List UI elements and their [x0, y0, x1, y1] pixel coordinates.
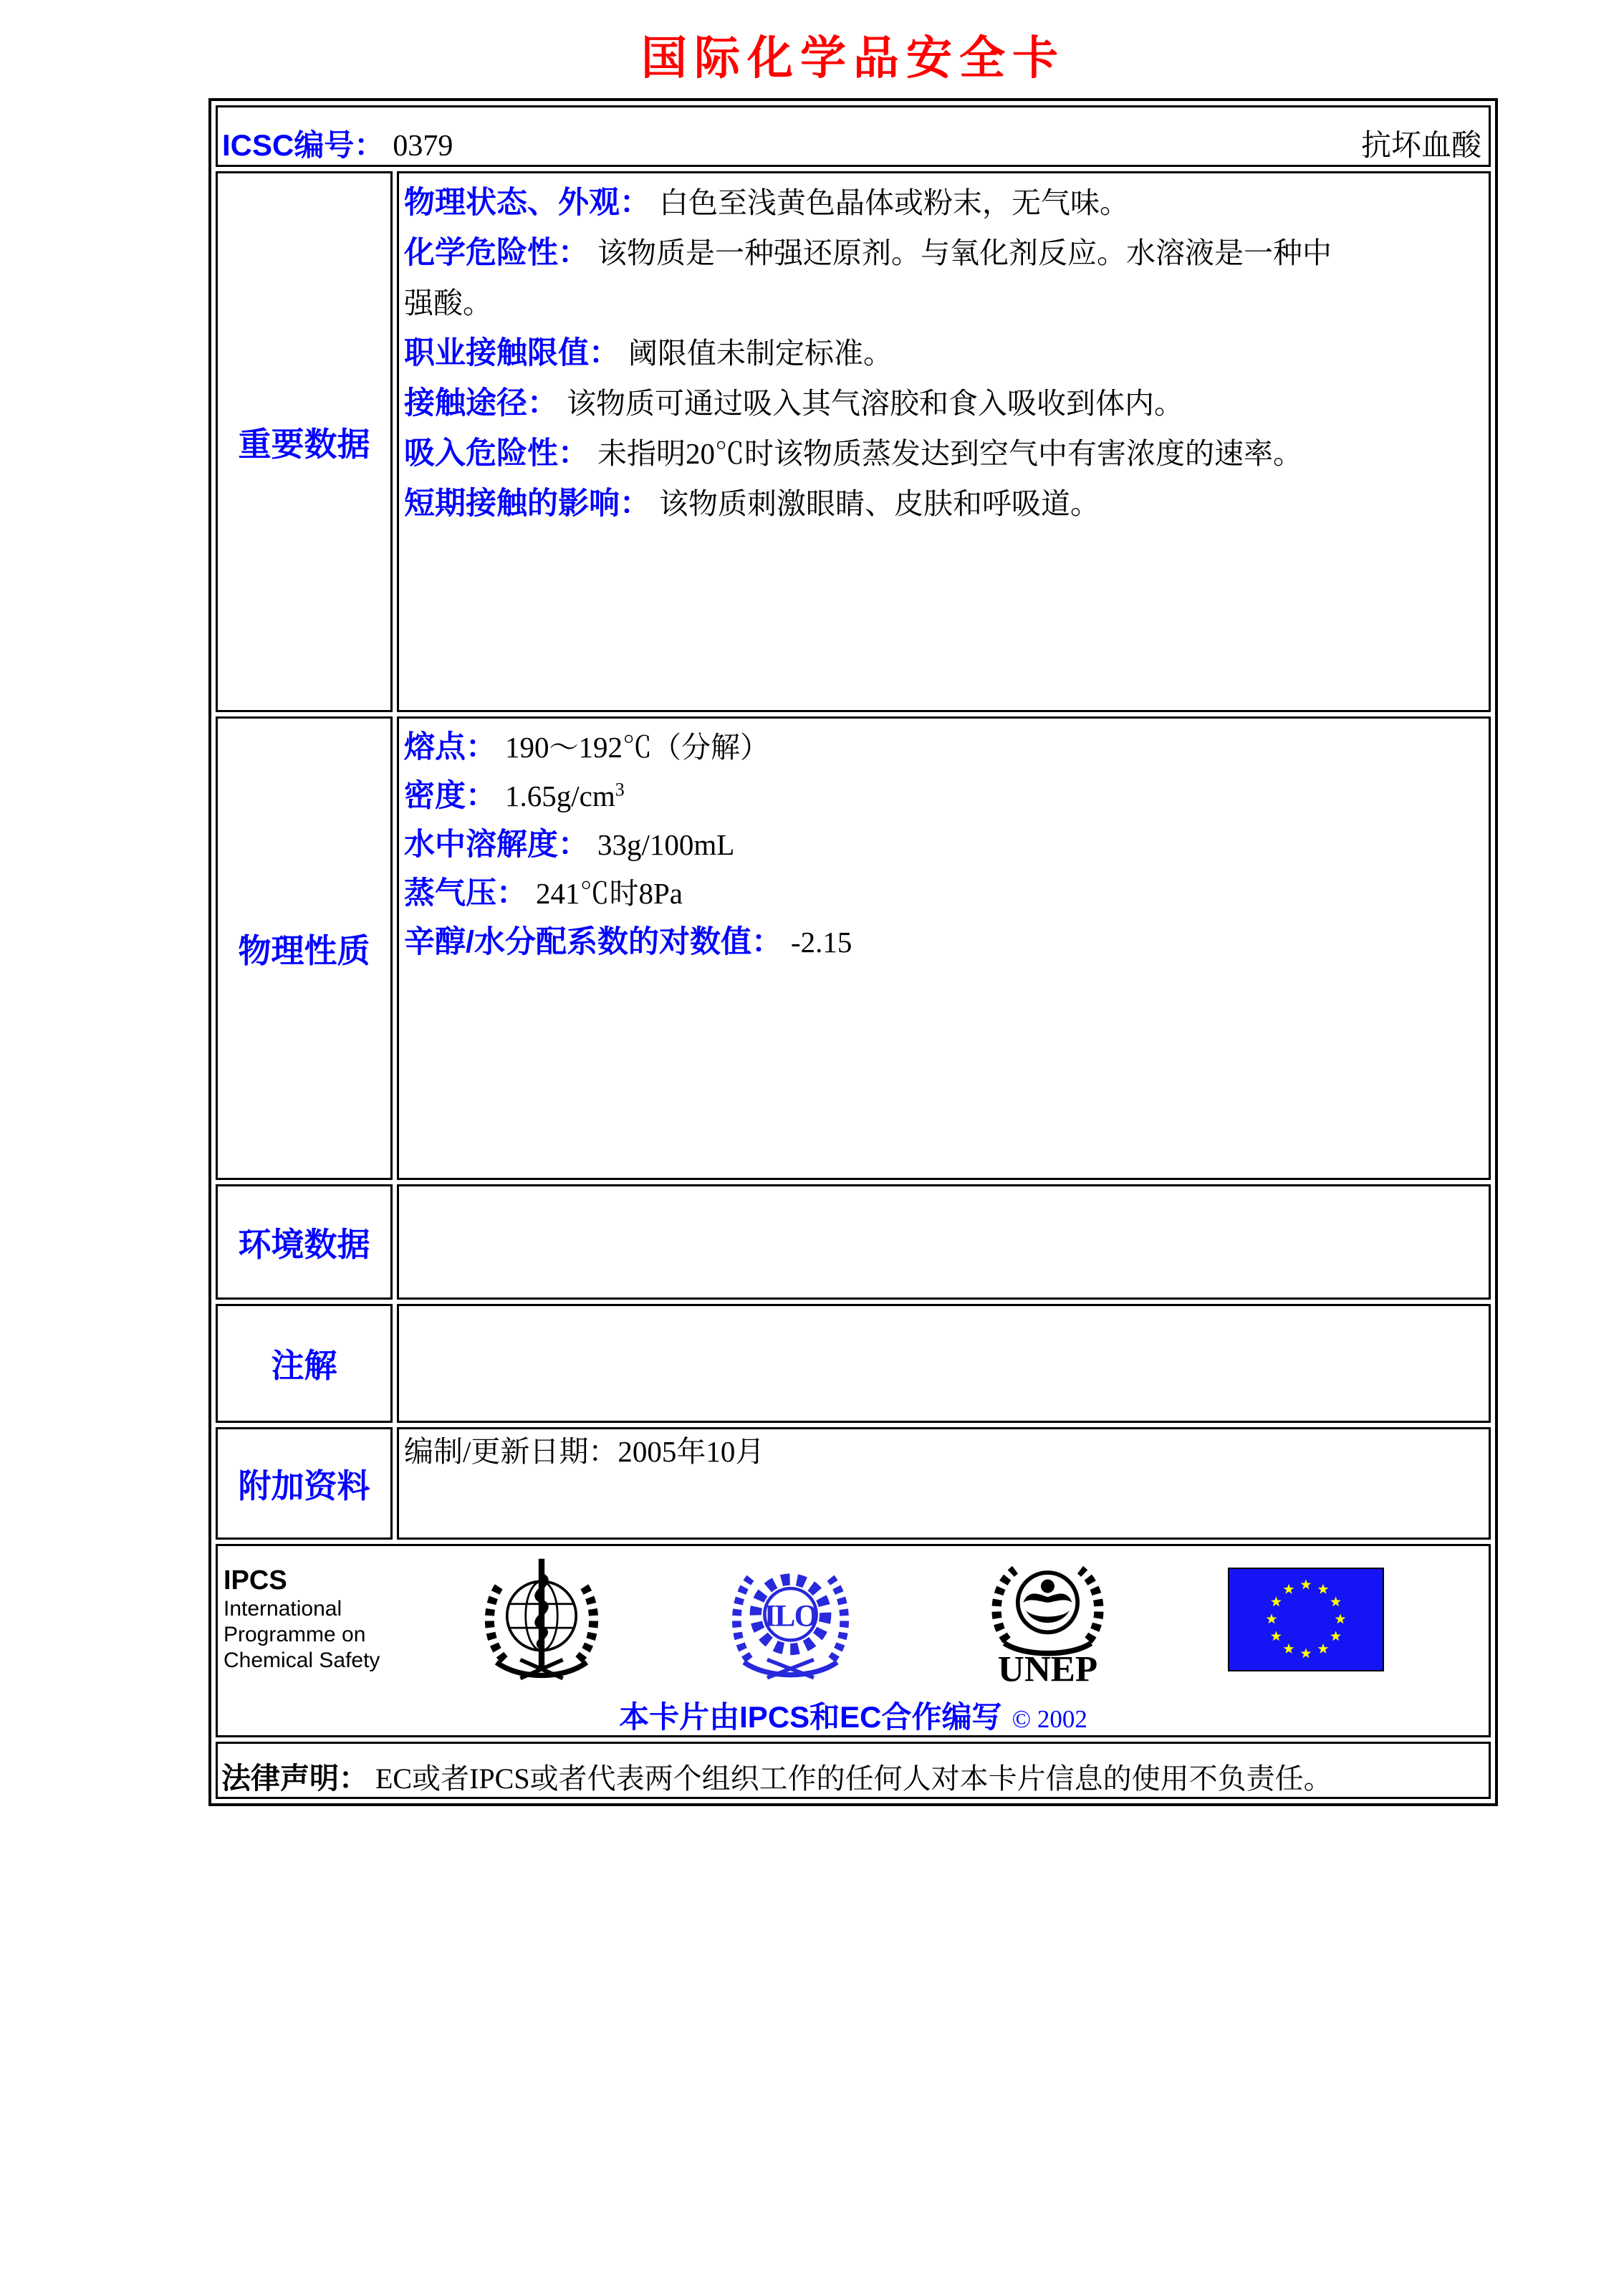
- organizations-row: [216, 1544, 1491, 1737]
- property-line: [404, 872, 1483, 921]
- update-date-label: 编制/更新日期：: [404, 1435, 618, 1468]
- field-label: 熔点：: [404, 730, 496, 764]
- field-value: 1.65g/cm: [505, 779, 615, 812]
- card-table: [208, 98, 1498, 1806]
- field-value: 该物质是一种强还原剂。与氧化剂反应。水溶液是一种中: [597, 236, 1332, 269]
- field-value: 强酸。: [404, 287, 492, 320]
- field-value: 阈限值未制定标准。: [628, 337, 893, 370]
- ipcs-line1: International: [224, 1597, 342, 1621]
- cooperation-caption-text: 本卡片由IPCS和EC合作编写: [619, 1700, 1002, 1734]
- field-label: 吸入危险性：: [404, 436, 589, 471]
- icsc-number-value: 0379: [393, 130, 453, 163]
- eu-flag-icon: [1228, 1568, 1384, 1675]
- environmental-data-row: [216, 1184, 1491, 1300]
- important-data-row: [216, 171, 1491, 712]
- property-line: [404, 431, 1483, 481]
- section-label-notes: 注解: [216, 1304, 393, 1423]
- field-label: 密度：: [404, 779, 496, 813]
- property-line: [404, 921, 1483, 969]
- ilo-emblem-icon: [726, 1556, 855, 1687]
- ipcs-acronym: IPCS: [224, 1565, 287, 1596]
- header-row: [216, 105, 1491, 167]
- legal-label: 法律声明：: [221, 1762, 368, 1795]
- property-line: [404, 381, 1483, 431]
- section-label-environmental-data: 环境数据: [216, 1184, 393, 1300]
- field-value: 241℃时8Pa: [536, 877, 683, 910]
- ipcs-line2: Programme on: [224, 1623, 366, 1646]
- important-data-content: [397, 171, 1491, 712]
- physical-properties-content: [397, 716, 1491, 1180]
- field-value: -2.15: [790, 926, 852, 959]
- update-date-line: [404, 1431, 1483, 1474]
- section-label-physical-properties: 物理性质: [216, 716, 393, 1180]
- additional-info-content: [397, 1427, 1491, 1540]
- unep-emblem-icon: [977, 1556, 1118, 1696]
- cooperation-caption: [218, 1694, 1489, 1737]
- ipcs-text-block: [224, 1565, 380, 1674]
- property-line: [404, 726, 1483, 774]
- notes-content: [397, 1304, 1491, 1423]
- notes-row: [216, 1304, 1491, 1423]
- section-label-additional-info: 附加资料: [216, 1427, 393, 1540]
- update-date-value: 2005年10月: [618, 1435, 765, 1468]
- property-line: [404, 181, 1483, 231]
- field-label: 蒸气压：: [404, 876, 527, 911]
- header-cell: [216, 105, 1491, 167]
- field-value: 未指明20℃时该物质蒸发达到空气中有害浓度的速率。: [597, 437, 1302, 470]
- section-label-important-data: 重要数据: [216, 171, 393, 712]
- legal-cell: [216, 1742, 1491, 1799]
- legal-text: EC或者IPCS或者代表两个组织工作的任何人对本卡片信息的使用不负责任。: [375, 1762, 1332, 1795]
- field-label: 水中溶解度：: [404, 827, 589, 862]
- icsc-number-label: ICSC编号：: [222, 128, 385, 162]
- field-value: 该物质刺激眼睛、皮肤和呼吸道。: [659, 487, 1100, 520]
- property-line: [404, 481, 1483, 532]
- field-value: 白色至浅黄色晶体或粉末，无气味。: [659, 186, 1129, 219]
- field-label: 职业接触限值：: [404, 336, 620, 370]
- chemical-name: 抗坏血酸: [1360, 130, 1481, 163]
- field-value: 190～192℃（分解）: [505, 731, 769, 764]
- property-line: [404, 823, 1483, 872]
- field-label: 短期接触的影响：: [404, 486, 650, 521]
- environmental-data-content: [397, 1184, 1491, 1300]
- field-value: 该物质可通过吸入其气溶胶和食入吸收到体内。: [567, 387, 1183, 420]
- legal-row: [216, 1742, 1491, 1799]
- field-value: 33g/100mL: [597, 828, 735, 861]
- field-label: 化学危险性：: [404, 236, 589, 270]
- page-title: 国际化学品安全卡: [641, 33, 1065, 84]
- ipcs-line3: Chemical Safety: [224, 1649, 380, 1672]
- property-line: [404, 231, 1483, 281]
- copyright-text: © 2002: [1012, 1705, 1087, 1733]
- who-emblem-icon: [475, 1556, 608, 1687]
- ilo-letters: ILO: [764, 1598, 817, 1633]
- organizations-cell: [216, 1544, 1491, 1737]
- field-label: 接触途径：: [404, 386, 558, 421]
- icsc-card: [208, 98, 1498, 1806]
- additional-info-row: [216, 1427, 1491, 1540]
- field-label: 物理状态、外观：: [404, 186, 650, 220]
- property-line-continuation: [404, 281, 1483, 331]
- unep-letters: UNEP: [997, 1649, 1098, 1690]
- field-value-superscript: 3: [615, 779, 625, 800]
- property-line: [404, 774, 1483, 823]
- property-line: [404, 331, 1483, 381]
- physical-properties-row: [216, 716, 1491, 1180]
- field-label: 辛醇/水分配系数的对数值：: [404, 925, 782, 959]
